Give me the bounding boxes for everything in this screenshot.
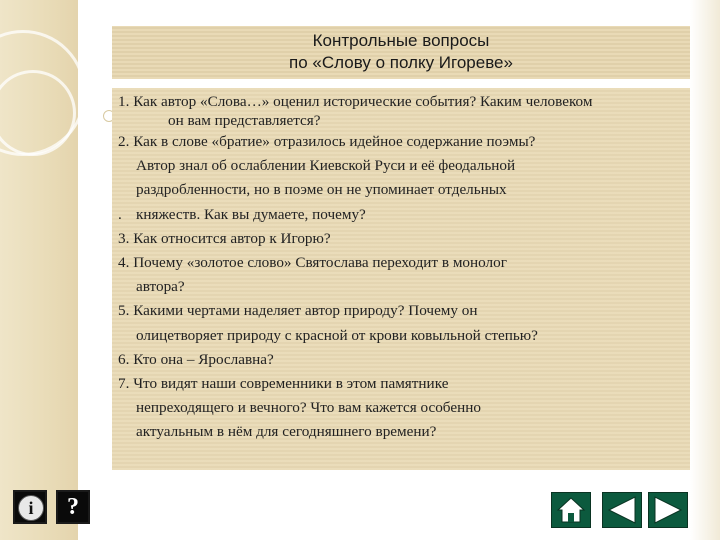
help-button[interactable] (56, 490, 90, 524)
question-line: 4. Почему «золотое слово» Святослава переходит в монолог (118, 254, 507, 272)
info-button-label: i (28, 497, 34, 518)
question-line: он вам представляется? (168, 112, 321, 129)
help-button-label: ? (67, 493, 79, 520)
home-icon (552, 493, 590, 527)
stray-mark: . (118, 205, 122, 223)
question-line: Автор знал об ослаблении Киевской Руси и её феодальной (136, 157, 516, 175)
info-icon (18, 495, 44, 521)
question-line (118, 203, 684, 227)
slide-title (112, 26, 690, 79)
help-icon (58, 492, 88, 522)
previous-slide-button[interactable] (602, 492, 642, 528)
question-line: 3. Как относится автор к Игорю? (118, 229, 331, 247)
question-line: 5. Какими чертами наделяет автор природу? Почему он (118, 302, 478, 320)
question-line: раздробленности, но в поэме он не упоминает отдельных (136, 181, 507, 199)
home-button[interactable] (551, 492, 591, 528)
question-line: 6. Кто она – Ярославна? (118, 350, 274, 368)
info-button[interactable] (13, 490, 47, 524)
questions-panel (112, 88, 690, 470)
question-line: олицетворяет природу с красной от крови ковыльной степью? (136, 326, 538, 344)
title-line-1: Контрольные вопросы (312, 31, 490, 50)
question-line: 1. Как автор «Слова…» оценил исторические события? Каким человеком (118, 93, 593, 110)
question-line: автора? (136, 278, 185, 296)
title-line-2: по «Слову о полку Игореве» (289, 53, 513, 72)
next-slide-button[interactable] (648, 492, 688, 528)
triangle-right-icon (649, 493, 687, 527)
triangle-left-icon (603, 493, 641, 527)
question-line-text: княжеств. Как вы думаете, почему? (136, 205, 366, 223)
question-line: непреходящего и вечного? Что вам кажется особенно (136, 399, 481, 417)
question-line: 2. Как в слове «братие» отразилось идейное содержание поэмы? (118, 133, 536, 150)
question-line: 7. Что видят наши современники в этом памятнике (118, 375, 449, 393)
right-decorative-strip (690, 0, 720, 540)
question-line: актуальным в нём для сегодняшнего времени? (136, 423, 437, 441)
